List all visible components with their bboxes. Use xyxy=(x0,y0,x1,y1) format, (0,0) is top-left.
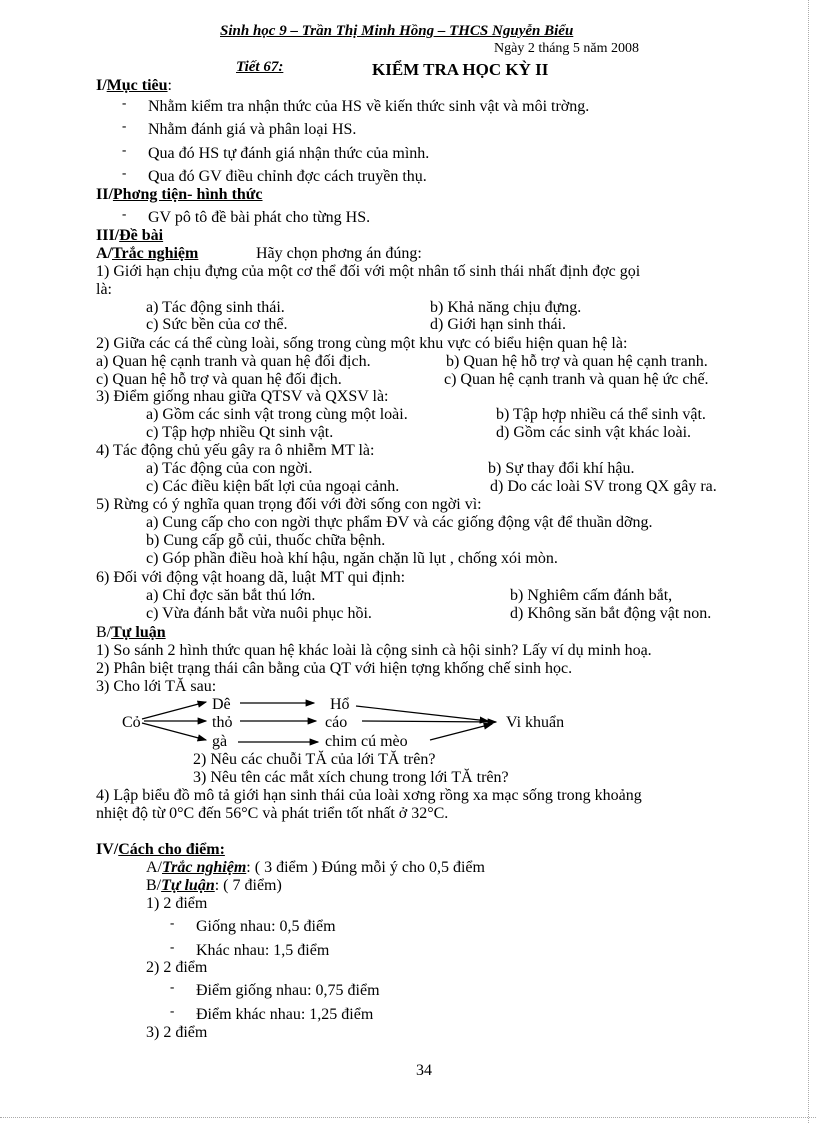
option: b) Sự thay đổi khí hậu. xyxy=(488,460,635,477)
grading-item: Điểm giống nhau: 0,75 điểm xyxy=(196,982,380,999)
option: a) Quan hệ cạnh tranh và quan hệ đối địch. xyxy=(96,353,371,370)
grading-item: Điểm khác nhau: 1,25 điểm xyxy=(196,1006,374,1023)
node-cao: cáo xyxy=(325,714,348,731)
question-1: 1) Giới hạn chịu đựng của một cơ thể đối với một nhân tố sinh thái nhất định đợc gọi xyxy=(96,263,641,280)
question-4: 4) Tác động chủ yếu gây ra ô nhiễm MT là: xyxy=(96,442,375,459)
option: a) Tác động sinh thái. xyxy=(146,299,285,316)
grading-item: Khác nhau: 1,5 điểm xyxy=(196,942,330,959)
option: c) Quan hệ cạnh tranh và quan hệ ức chế. xyxy=(444,371,709,388)
option: b) Nghiêm cấm đánh bắt, xyxy=(510,587,673,604)
bullet-dash: - xyxy=(170,939,175,954)
bullet-dash: - xyxy=(170,979,175,994)
option: c) Sức bền của cơ thể. xyxy=(146,316,288,333)
grading-point-1: 1) 2 điểm xyxy=(146,895,208,912)
option: a) Gồm các sinh vật trong cùng một loài. xyxy=(146,406,408,423)
node-tho: thỏ xyxy=(212,714,233,731)
bullet-dash: - xyxy=(122,206,127,221)
option: b) Quan hệ hỗ trợ và quan hệ cạnh tranh. xyxy=(446,353,708,370)
arrow-chim-vikhuan xyxy=(430,724,492,740)
option: b) Khả năng chịu đựng. xyxy=(430,299,582,316)
page-border-bottom xyxy=(0,1117,816,1118)
essay-2: 2) Phân biệt trạng thái cân bằng của QT với hiện tợng khống chế sinh học. xyxy=(96,660,573,677)
question-2: 2) Giữa các cá thể cùng loài, sống trong cùng một khu vực có biểu hiện quan hệ là: xyxy=(96,335,628,352)
grading-heading: IV/Cách cho điểm: xyxy=(96,841,225,858)
arrow-ho-vikhuan xyxy=(356,706,488,721)
arrow-co-ga xyxy=(142,723,206,740)
date-line: Ngày 2 tháng 5 năm 2008 xyxy=(494,41,640,56)
essay-3-sub-2: 3) Nêu tên các mắt xích chung trong lới TĂ trên? xyxy=(193,769,509,786)
option: b) Cung cấp gỗ củi, thuốc chữa bệnh. xyxy=(146,532,386,549)
bullet-dash: - xyxy=(122,95,127,110)
page-number: 34 xyxy=(416,1062,432,1079)
node-co: Cỏ xyxy=(122,714,141,731)
grading-b: B/Tự luận: ( 7 điểm) xyxy=(146,877,282,894)
bullet-dash: - xyxy=(122,118,127,133)
node-vikhuan: Vi khuẩn xyxy=(506,714,565,731)
objective-item: Qua đó HS tự đánh giá nhận thức của mình. xyxy=(148,145,430,162)
section-a-heading: A/Trắc nghiệm xyxy=(96,245,199,262)
bullet-dash: - xyxy=(170,915,175,930)
grading-point-2: 2) 2 điểm xyxy=(146,959,208,976)
option: c) Quan hệ hỗ trợ và quan hệ đối địch. xyxy=(96,371,342,388)
bullet-dash: - xyxy=(122,142,127,157)
author-line: Sinh học 9 – Trần Thị Minh Hồng – THCS Nguyễn Biểu xyxy=(220,23,574,39)
option: b) Tập hợp nhiều cá thể sinh vật. xyxy=(496,406,706,423)
essay-3-sub-1: 2) Nêu các chuỗi TĂ của lới TĂ trên? xyxy=(193,751,436,768)
means-item: GV pô tô đề bài phát cho từng HS. xyxy=(148,209,371,226)
option: d) Không săn bắt động vật non. xyxy=(510,605,712,622)
exam-heading: III/Đề bài xyxy=(96,227,164,244)
arrow-co-de xyxy=(142,702,206,719)
option: c) Tập hợp nhiều Qt sinh vật. xyxy=(146,424,334,441)
option: a) Cung cấp cho con ngời thực phẩm ĐV và các giống động vật để thuần dỡng. xyxy=(146,514,653,531)
option: d) Do các loài SV trong QX gây ra. xyxy=(490,478,717,495)
option: a) Chỉ đợc săn bắt thú lớn. xyxy=(146,587,316,604)
question-5: 5) Rừng có ý nghĩa quan trọng đối với đời sống con ngời vì: xyxy=(96,496,482,513)
essay-3: 3) Cho lới TĂ sau: xyxy=(96,678,217,695)
question-3: 3) Điểm giống nhau giữa QTSV và QXSV là: xyxy=(96,388,389,405)
objective-item: Nhằm kiểm tra nhận thức của HS về kiến thức sinh vật và môi trờng. xyxy=(148,98,590,115)
section-b-heading: B/Tự luận xyxy=(96,624,166,641)
option: c) Góp phần điều hoà khí hậu, ngăn chặn lũ lụt , chống xói mòn. xyxy=(146,550,558,567)
essay-1: 1) So sánh 2 hình thức quan hệ khác loài là cộng sinh cà hội sinh? Lấy ví dụ minh hoạ. xyxy=(96,642,652,659)
question-6: 6) Đối với động vật hoang dã, luật MT qui định: xyxy=(96,569,406,586)
means-heading: II/Phơng tiện- hình thức xyxy=(96,186,263,203)
page-border-right xyxy=(808,0,809,1123)
grading-item: Giống nhau: 0,5 điểm xyxy=(196,918,336,935)
section-a-instruction: Hãy chọn phơng án đúng: xyxy=(256,245,422,262)
option: a) Tác động của con ngời. xyxy=(146,460,313,477)
option: d) Giới hạn sinh thái. xyxy=(430,316,566,333)
node-chim: chim cú mèo xyxy=(325,733,408,750)
grading-a: A/Trắc nghiệm: ( 3 điểm ) Đúng mỗi ý cho 0,5 điểm xyxy=(146,859,485,876)
node-de: Dê xyxy=(212,696,231,713)
objective-item: Qua đó GV điều chỉnh đợc cách truyền thụ. xyxy=(148,168,427,185)
question-1-cont: là: xyxy=(96,281,112,298)
essay-4-cont: nhiệt độ từ 0°C đến 56°C và phát triển tốt nhất ở 32°C. xyxy=(96,805,449,822)
node-ho: Hổ xyxy=(330,696,350,713)
grading-point-3: 3) 2 điểm xyxy=(146,1024,208,1041)
option: c) Các điều kiện bất lợi của ngoại cảnh. xyxy=(146,478,400,495)
page-title: KIỂM TRA HỌC KỲ II xyxy=(372,60,549,79)
objective-item: Nhằm đánh giá và phân loại HS. xyxy=(148,121,357,138)
node-ga: gà xyxy=(212,733,228,750)
lesson-label: Tiết 67: xyxy=(236,59,284,75)
objectives-heading: I/Mục tiêu: xyxy=(96,77,172,94)
bullet-dash: - xyxy=(170,1003,175,1018)
essay-4: 4) Lập biểu đồ mô tả giới hạn sinh thái của loài xơng rồng xa mạc sống trong khoảng xyxy=(96,787,642,804)
option: c) Vừa đánh bắt vừa nuôi phục hồi. xyxy=(146,605,372,622)
arrow-cao-vikhuan xyxy=(362,721,496,722)
bullet-dash: - xyxy=(122,165,127,180)
option: d) Gồm các sinh vật khác loài. xyxy=(496,424,692,441)
